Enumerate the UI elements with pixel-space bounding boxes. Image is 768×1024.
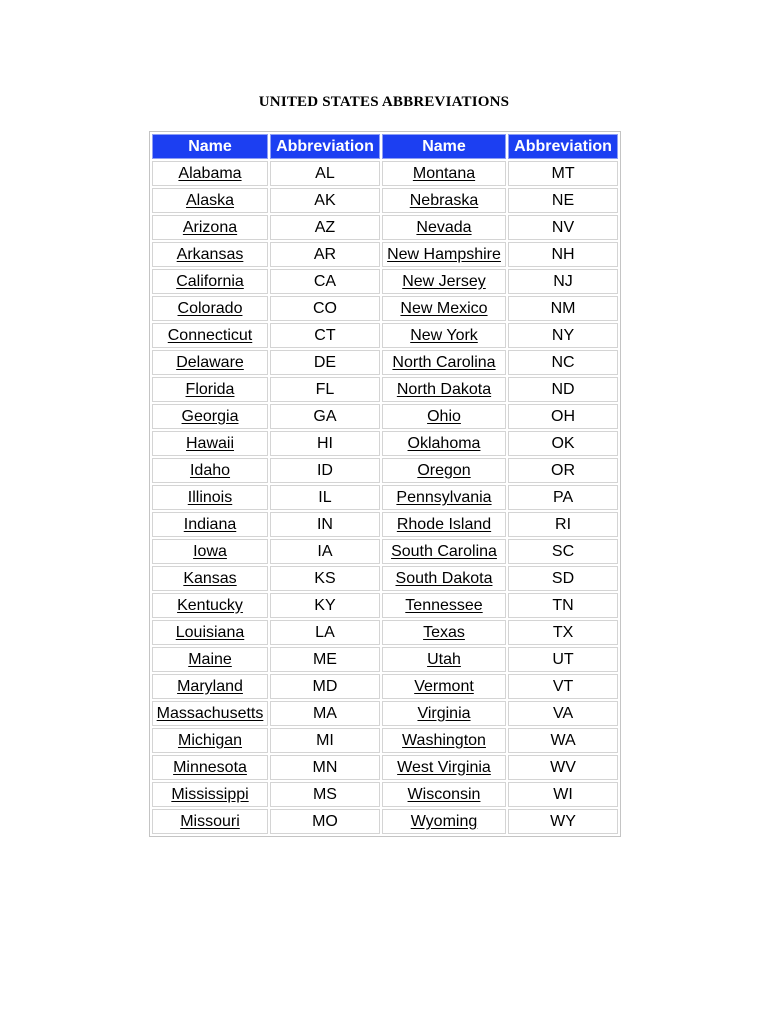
state-abbreviation-cell: RI xyxy=(508,512,618,537)
state-name-link[interactable]: South Carolina xyxy=(391,542,497,560)
state-name-link[interactable]: Delaware xyxy=(176,353,244,371)
state-name-cell xyxy=(382,512,506,537)
state-abbreviation-cell: LA xyxy=(270,620,380,645)
state-name-cell xyxy=(152,593,268,618)
table-body xyxy=(152,161,618,834)
state-name-cell xyxy=(152,296,268,321)
table-row xyxy=(152,188,618,213)
state-name-cell xyxy=(382,215,506,240)
state-abbreviation-cell: WA xyxy=(508,728,618,753)
column-header-abbreviation-left: Abbreviation xyxy=(270,134,380,159)
state-name-cell xyxy=(152,512,268,537)
state-name-cell xyxy=(152,728,268,753)
table-row xyxy=(152,512,618,537)
state-abbreviation-cell: MI xyxy=(270,728,380,753)
state-abbreviation-cell: AR xyxy=(270,242,380,267)
state-name-link[interactable]: Wyoming xyxy=(410,812,478,830)
state-name-link[interactable]: Georgia xyxy=(181,407,239,425)
state-name-link[interactable]: Mississippi xyxy=(171,785,249,803)
state-name-link[interactable]: New Mexico xyxy=(400,299,488,317)
abbreviations-table xyxy=(150,132,620,836)
state-name-link[interactable]: Rhode Island xyxy=(396,515,492,533)
state-name-link[interactable]: Nebraska xyxy=(409,191,479,209)
table-row xyxy=(152,674,618,699)
state-abbreviation-cell: NY xyxy=(508,323,618,348)
table-row xyxy=(152,539,618,564)
state-name-link[interactable]: Colorado xyxy=(177,299,243,317)
state-name-cell xyxy=(382,620,506,645)
table-row xyxy=(152,458,618,483)
state-abbreviation-cell: VT xyxy=(508,674,618,699)
column-header-name-left: Name xyxy=(152,134,268,159)
state-abbreviation-cell: OH xyxy=(508,404,618,429)
state-name-link[interactable]: Louisiana xyxy=(175,623,245,641)
column-header-abbreviation-right: Abbreviation xyxy=(508,134,618,159)
table-header xyxy=(152,134,618,159)
state-name-link[interactable]: New York xyxy=(410,326,478,344)
state-abbreviation-cell: ND xyxy=(508,377,618,402)
state-name-cell xyxy=(152,701,268,726)
state-name-link[interactable]: Nevada xyxy=(416,218,472,236)
table-row xyxy=(152,404,618,429)
state-name-cell xyxy=(382,404,506,429)
state-name-cell xyxy=(152,566,268,591)
state-name-cell xyxy=(152,485,268,510)
table-row xyxy=(152,242,618,267)
state-abbreviation-cell: KY xyxy=(270,593,380,618)
table-row xyxy=(152,809,618,834)
state-name-cell xyxy=(382,566,506,591)
state-name-link[interactable]: Wisconsin xyxy=(407,785,481,803)
state-name-link[interactable]: Connecticut xyxy=(167,326,253,344)
state-name-cell xyxy=(382,728,506,753)
state-name-link[interactable]: Kansas xyxy=(183,569,237,587)
state-name-cell xyxy=(152,755,268,780)
state-name-link[interactable]: Maine xyxy=(188,650,232,668)
state-name-link[interactable]: West Virginia xyxy=(397,758,491,776)
state-abbreviation-cell: SD xyxy=(508,566,618,591)
state-name-cell xyxy=(382,269,506,294)
state-abbreviation-cell: AZ xyxy=(270,215,380,240)
state-abbreviation-cell: CO xyxy=(270,296,380,321)
table-row xyxy=(152,485,618,510)
table-row xyxy=(152,215,618,240)
state-abbreviation-cell: ID xyxy=(270,458,380,483)
table-row xyxy=(152,782,618,807)
state-name-link[interactable]: Alabama xyxy=(178,164,242,182)
state-name-cell xyxy=(382,458,506,483)
state-name-link[interactable]: Ohio xyxy=(427,407,461,425)
state-abbreviation-cell: SC xyxy=(508,539,618,564)
state-abbreviation-cell: TX xyxy=(508,620,618,645)
state-name-link[interactable]: North Carolina xyxy=(392,353,496,371)
abbreviations-table-container xyxy=(149,131,621,837)
state-name-cell xyxy=(152,431,268,456)
state-name-link[interactable]: Michigan xyxy=(177,731,243,749)
state-name-cell xyxy=(382,431,506,456)
state-name-link[interactable]: Arizona xyxy=(182,218,238,236)
state-name-link[interactable]: Texas xyxy=(423,623,465,641)
state-name-link[interactable]: Kentucky xyxy=(177,596,243,614)
state-name-link[interactable]: Indiana xyxy=(183,515,237,533)
state-name-link[interactable]: Oregon xyxy=(417,461,471,479)
state-name-link[interactable]: Maryland xyxy=(177,677,243,695)
table-row xyxy=(152,701,618,726)
state-abbreviation-cell: OK xyxy=(508,431,618,456)
table-row xyxy=(152,620,618,645)
state-name-link[interactable]: California xyxy=(176,272,244,290)
state-abbreviation-cell: MN xyxy=(270,755,380,780)
state-abbreviation-cell: UT xyxy=(508,647,618,672)
state-name-cell xyxy=(152,674,268,699)
state-name-link[interactable]: Missouri xyxy=(180,812,240,830)
table-row xyxy=(152,566,618,591)
state-name-cell xyxy=(382,188,506,213)
state-name-link[interactable]: New Hampshire xyxy=(387,245,501,263)
state-name-link[interactable]: North Dakota xyxy=(396,380,492,398)
state-name-cell xyxy=(152,269,268,294)
state-abbreviation-cell: NM xyxy=(508,296,618,321)
state-name-cell xyxy=(152,539,268,564)
state-name-link[interactable]: Iowa xyxy=(193,542,227,560)
state-name-link[interactable]: Virginia xyxy=(417,704,471,722)
state-name-link[interactable]: Vermont xyxy=(414,677,474,695)
state-name-cell xyxy=(382,296,506,321)
state-name-link[interactable]: Minnesota xyxy=(173,758,247,776)
state-abbreviation-cell: MD xyxy=(270,674,380,699)
state-name-cell xyxy=(152,242,268,267)
state-name-link[interactable]: Washington xyxy=(402,731,486,749)
state-name-cell xyxy=(152,782,268,807)
state-abbreviation-cell: GA xyxy=(270,404,380,429)
state-abbreviation-cell: MS xyxy=(270,782,380,807)
state-name-cell xyxy=(152,809,268,834)
table-row xyxy=(152,431,618,456)
state-name-link[interactable]: Pennsylvania xyxy=(396,488,492,506)
table-row xyxy=(152,377,618,402)
state-name-link[interactable]: Idaho xyxy=(189,461,231,479)
state-name-cell xyxy=(382,809,506,834)
state-name-link[interactable]: Tennessee xyxy=(405,596,483,614)
state-abbreviation-cell: MO xyxy=(270,809,380,834)
table-row xyxy=(152,269,618,294)
state-name-cell xyxy=(382,485,506,510)
state-name-link[interactable]: Montana xyxy=(412,164,476,182)
state-abbreviation-cell: ME xyxy=(270,647,380,672)
state-abbreviation-cell: PA xyxy=(508,485,618,510)
state-name-cell xyxy=(382,782,506,807)
state-name-cell xyxy=(382,539,506,564)
column-header-name-right: Name xyxy=(382,134,506,159)
state-name-link[interactable]: Hawaii xyxy=(186,434,235,452)
state-name-cell xyxy=(152,215,268,240)
state-name-link[interactable]: Alaska xyxy=(185,191,235,209)
state-name-cell xyxy=(152,647,268,672)
state-abbreviation-cell: DE xyxy=(270,350,380,375)
state-abbreviation-cell: AK xyxy=(270,188,380,213)
state-abbreviation-cell: HI xyxy=(270,431,380,456)
state-abbreviation-cell: WV xyxy=(508,755,618,780)
table-row xyxy=(152,647,618,672)
state-name-cell xyxy=(382,323,506,348)
state-abbreviation-cell: NJ xyxy=(508,269,618,294)
state-name-link[interactable]: South Dakota xyxy=(395,569,493,587)
table-row xyxy=(152,755,618,780)
state-abbreviation-cell: OR xyxy=(508,458,618,483)
state-abbreviation-cell: NC xyxy=(508,350,618,375)
state-name-cell xyxy=(382,161,506,186)
state-name-cell xyxy=(152,377,268,402)
state-name-link[interactable]: Massachusetts xyxy=(156,704,264,722)
table-row xyxy=(152,296,618,321)
state-name-cell xyxy=(382,377,506,402)
state-abbreviation-cell: VA xyxy=(508,701,618,726)
page-title: UNITED STATES ABBREVIATIONS xyxy=(258,94,510,110)
state-name-cell xyxy=(382,350,506,375)
table-row xyxy=(152,350,618,375)
state-abbreviation-cell: TN xyxy=(508,593,618,618)
state-abbreviation-cell: NH xyxy=(508,242,618,267)
state-name-cell xyxy=(152,458,268,483)
state-name-cell xyxy=(152,404,268,429)
state-abbreviation-cell: WY xyxy=(508,809,618,834)
state-name-link[interactable]: Arkansas xyxy=(176,245,244,263)
header-row xyxy=(152,134,618,159)
state-abbreviation-cell: IA xyxy=(270,539,380,564)
table-row xyxy=(152,593,618,618)
state-name-cell xyxy=(152,323,268,348)
state-name-link[interactable]: Illinois xyxy=(187,488,233,506)
state-abbreviation-cell: MT xyxy=(508,161,618,186)
state-name-cell xyxy=(382,674,506,699)
state-name-link[interactable]: Utah xyxy=(427,650,461,668)
state-abbreviation-cell: CA xyxy=(270,269,380,294)
state-name-link[interactable]: New Jersey xyxy=(402,272,486,290)
state-name-cell xyxy=(152,620,268,645)
state-name-cell xyxy=(152,161,268,186)
state-name-cell xyxy=(152,188,268,213)
state-name-link[interactable]: Oklahoma xyxy=(407,434,481,452)
state-name-link[interactable]: Florida xyxy=(185,380,235,398)
state-abbreviation-cell: AL xyxy=(270,161,380,186)
state-name-cell xyxy=(152,350,268,375)
state-abbreviation-cell: IN xyxy=(270,512,380,537)
state-abbreviation-cell: NV xyxy=(508,215,618,240)
state-name-cell xyxy=(382,242,506,267)
state-name-cell xyxy=(382,755,506,780)
table-row xyxy=(152,323,618,348)
state-name-cell xyxy=(382,593,506,618)
table-row xyxy=(152,161,618,186)
state-abbreviation-cell: MA xyxy=(270,701,380,726)
state-abbreviation-cell: FL xyxy=(270,377,380,402)
state-abbreviation-cell: NE xyxy=(508,188,618,213)
state-abbreviation-cell: IL xyxy=(270,485,380,510)
state-abbreviation-cell: KS xyxy=(270,566,380,591)
state-name-cell xyxy=(382,701,506,726)
table-row xyxy=(152,728,618,753)
state-abbreviation-cell: WI xyxy=(508,782,618,807)
state-name-cell xyxy=(382,647,506,672)
state-abbreviation-cell: CT xyxy=(270,323,380,348)
